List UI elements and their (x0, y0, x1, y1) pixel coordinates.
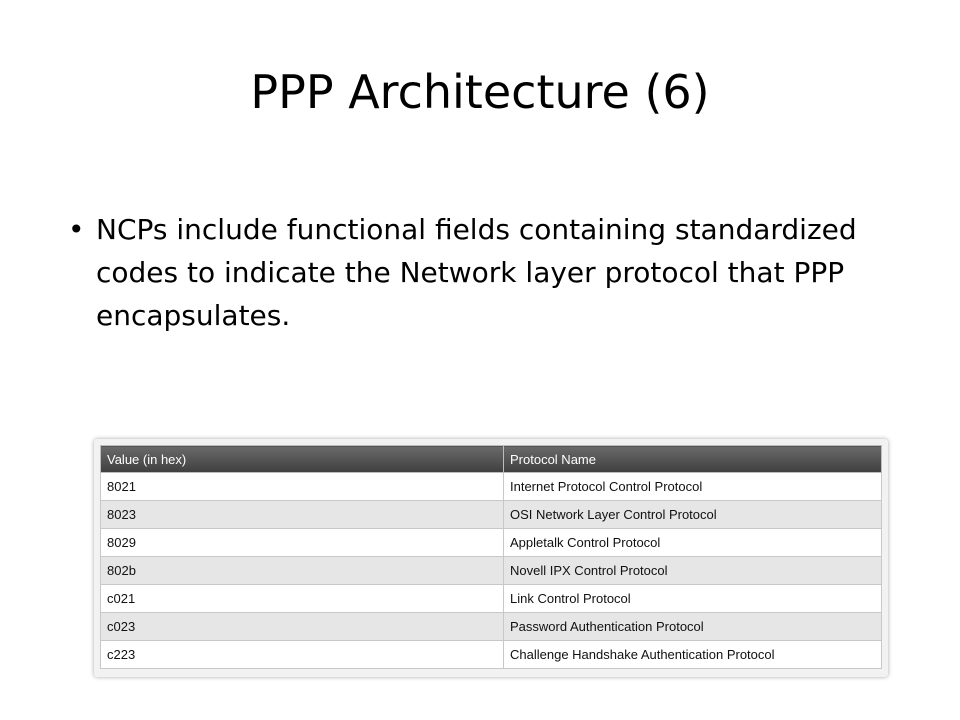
bullet-text: NCPs include functional fields containing standardized codes to indicate the Network layer protocol that PPP encapsulates. (96, 213, 857, 332)
bullet-item (68, 208, 908, 337)
header-value: Value (in hex) (101, 446, 504, 473)
bullet-list (68, 208, 908, 337)
cell-value: 8029 (101, 529, 504, 557)
cell-value: c223 (101, 641, 504, 669)
header-protocol-name: Protocol Name (504, 446, 882, 473)
cell-protocol-name: Novell IPX Control Protocol (504, 557, 882, 585)
table-row (101, 641, 882, 669)
cell-protocol-name: OSI Network Layer Control Protocol (504, 501, 882, 529)
cell-value: c021 (101, 585, 504, 613)
cell-protocol-name: Link Control Protocol (504, 585, 882, 613)
protocol-table (100, 445, 882, 669)
table-row (101, 501, 882, 529)
cell-value: c023 (101, 613, 504, 641)
table-row (101, 557, 882, 585)
table-row (101, 529, 882, 557)
bullet-dot-icon: • (68, 213, 85, 246)
table-header-row (101, 446, 882, 473)
table-row (101, 585, 882, 613)
cell-value: 8023 (101, 501, 504, 529)
slide-title: PPP Architecture (6) (250, 65, 710, 119)
protocol-table-frame (94, 439, 888, 677)
cell-protocol-name: Appletalk Control Protocol (504, 529, 882, 557)
table-row (101, 473, 882, 501)
cell-protocol-name: Challenge Handshake Authentication Protocol (504, 641, 882, 669)
cell-protocol-name: Internet Protocol Control Protocol (504, 473, 882, 501)
cell-value: 8021 (101, 473, 504, 501)
cell-protocol-name: Password Authentication Protocol (504, 613, 882, 641)
table-row (101, 613, 882, 641)
cell-value: 802b (101, 557, 504, 585)
